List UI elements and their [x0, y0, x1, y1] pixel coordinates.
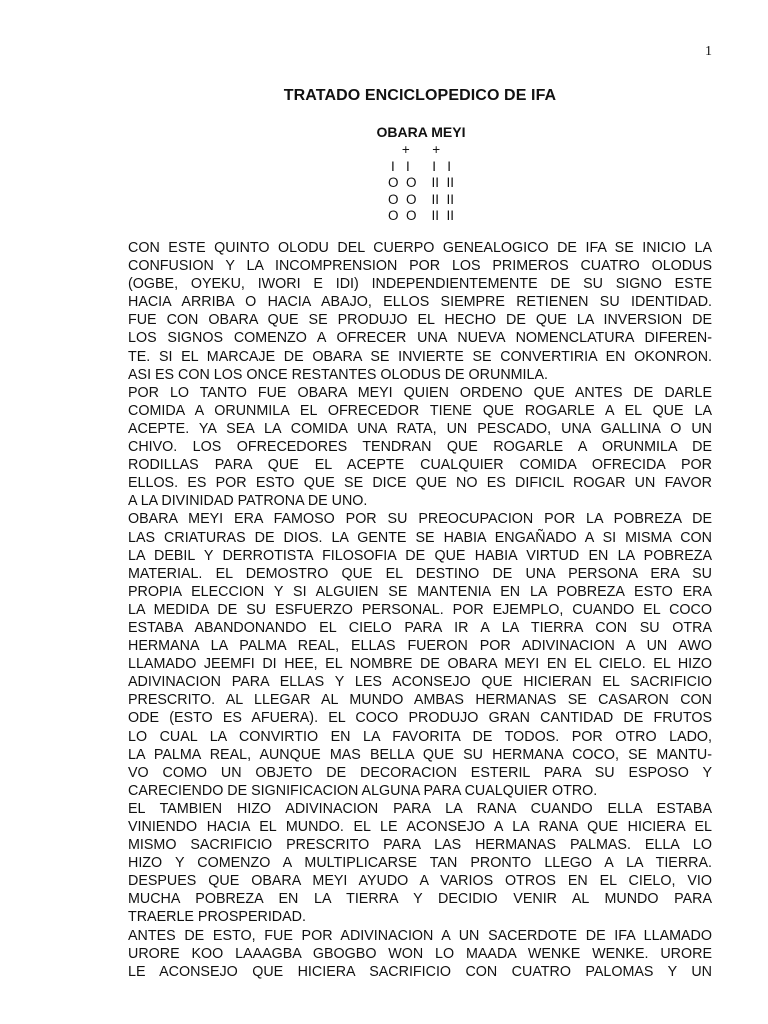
text-line: DESPUES QUE OBARA MEYI AYUDO A VARIOS OTROS EN EL CIELO, VIO	[128, 873, 712, 890]
sign-name: OBARA MEYI	[376, 124, 466, 140]
text-line: FUE CON OBARA QUE SE PRODUJO EL HECHO DE QUE LA INVERSION DE	[128, 312, 712, 329]
sign-row: O O II II	[387, 208, 454, 224]
text-line: MATERIAL. EL DEMOSTRO QUE EL DESTINO DE UNA PERSONA ERA SU	[128, 565, 712, 582]
text-line: HERMANA LA PALMA REAL, ELLAS FUERON POR ADIVINACION A UN AWO	[128, 638, 712, 655]
text-line: ASI ES CON LOS ONCE RESTANTES OLODUS DE ORUNMILA.	[128, 366, 548, 383]
text-line: LOS SIGNOS COMENZO A OFRECER UNA NUEVA NOMENCLATURA DIFEREN-	[128, 330, 712, 347]
text-line: VINIENDO HACIA EL MUNDO. EL LE ACONSEJO A LA RANA QUE HICIERA EL	[128, 819, 712, 835]
text-line: ADIVINACION PARA ELLAS Y LES ACONSEJO QUE HICIERAN EL SACRIFICIO	[128, 674, 712, 691]
text-line: CHIVO. LOS OFRECEDORES TENDRAN QUE ROGARLE A ORUNMILA DE	[128, 439, 712, 456]
text-line: MUCHA POBREZA EN LA TIERRA Y DECIDIO VENIR AL MUNDO PARA	[128, 891, 712, 908]
odu-sign-block	[321, 122, 521, 225]
text-line: RODILLAS PARA QUE EL ACEPTE CUALQUIER COMIDA OFRECIDA POR	[128, 457, 712, 474]
text-line: CARECIENDO DE SIGNIFICACION ALGUNA PARA CUALQUIER OTRO.	[128, 782, 598, 799]
text-line: PROPIA ELECCION Y SI ALGUIEN SE MANTENIA EN LA POBREZA ESTO ERA	[128, 583, 712, 600]
text-line: LAS CRIATURAS DE DIOS. LA GENTE SE HABIA ENGAÑADO A SI MISMA CON	[128, 529, 712, 546]
text-line: MISMO SACRIFICIO PRESCRITO PARA LAS HERMANAS PALMAS. ELLA LO	[128, 837, 712, 854]
text-line: ANTES DE ESTO, FUE POR ADIVINACION A UN SACERDOTE DE IFA LLAMADO	[128, 927, 712, 944]
text-line: CONFUSION Y LA INCOMPRENSION POR LOS PRIMEROS CUATRO OLODUS	[128, 258, 712, 275]
sign-marks	[321, 142, 521, 225]
text-line: LA PALMA REAL, AUNQUE MAS BELLA QUE SU HERMANA COCO, SE MANTU-	[128, 746, 712, 763]
document-title: TRATADO ENCICLOPEDICO DE IFA	[283, 87, 557, 104]
text-line: A LA DIVINIDAD PATRONA DE UNO.	[128, 493, 368, 510]
text-line: LE ACONSEJO QUE HICIERA SACRIFICIO CON CUATRO PALOMAS Y UN	[128, 963, 712, 980]
sign-row: O O II II	[387, 175, 454, 191]
text-line: ACEPTE. YA SEA LA COMIDA UNA RATA, UN PESCADO, UNA GALLINA O UN	[128, 420, 712, 437]
text-line: ODE (ESTO ES AFUERA). EL COCO PRODUJO GRAN CANTIDAD DE FRUTOS	[128, 710, 712, 727]
text-line: EL TAMBIEN HIZO ADIVINACION PARA LA RANA CUANDO ELLA ESTABA	[128, 800, 712, 817]
text-line: ELLOS. ES POR ESTO QUE SE DICE QUE NO ES DIFICIL ROGAR UN FAVOR	[128, 475, 712, 492]
text-line: TE. SI EL MARCAJE DE OBARA SE INVIERTE SE CONVERTIRIA EN OKONRON.	[128, 348, 712, 365]
sign-row: O O II II	[387, 191, 454, 207]
text-line: HACIA ARRIBA O HACIA ABAJO, ELLOS SIEMPRE RETIENEN SU IDENTIDAD.	[128, 294, 712, 311]
text-line: (OGBE, OYEKU, IWORI E IDI) INDEPENDIENTEMENTE DE SU SIGNO ESTE	[128, 276, 712, 293]
body-text	[128, 239, 712, 981]
sign-row: I I I I	[390, 158, 451, 174]
text-line: ESTABA ABANDONANDO EL CIELO PARA IR A LA TIERRA CON SU OTRA	[128, 619, 712, 636]
text-line: LLAMADO JEEMFI DI HEE, EL NOMBRE DE OBARA MEYI EN EL CIELO. EL HIZO	[128, 656, 712, 673]
text-line: LO CUAL LA CONVIRTIO EN LA FAVORITA DE TODOS. POR OTRO LADO,	[128, 728, 712, 745]
text-line: HIZO Y COMENZO A MULTIPLICARSE TAN PRONTO LLEGO A LA TIERRA.	[128, 855, 712, 872]
page-number: 1	[705, 44, 712, 59]
text-line: OBARA MEYI ERA FAMOSO POR SU PREOCUPACION POR LA POBREZA DE	[128, 511, 712, 528]
text-line: PRESCRITO. AL LLEGAR AL MUNDO AMBAS HERMANAS SE CASARON CON	[128, 692, 712, 709]
text-line: URORE KOO LAAAGBA GBOGBO WON LO MAADA WENKE WENKE. URORE	[128, 945, 712, 962]
sign-row: + +	[401, 142, 441, 157]
text-line: LA MEDIDA DE SU ESFUERZO PERSONAL. POR EJEMPLO, CUANDO EL COCO	[128, 601, 712, 618]
text-line: TRAERLE PROSPERIDAD.	[128, 909, 306, 926]
text-line: VO COMO UN OBJETO DE DECORACION ESTERIL PARA SU ESPOSO Y	[128, 764, 712, 781]
text-line: LA DEBIL Y DERROTISTA FILOSOFIA DE QUE HABIA VIRTUD EN LA POBREZA	[128, 547, 712, 564]
text-line: COMIDA A ORUNMILA EL OFRECEDOR TIENE QUE ROGARLE A EL QUE LA	[128, 402, 712, 419]
text-line: CON ESTE QUINTO OLODU DEL CUERPO GENEALOGICO DE IFA SE INICIO LA	[128, 240, 712, 256]
text-line: POR LO TANTO FUE OBARA MEYI QUIEN ORDENO QUE ANTES DE DARLE	[128, 384, 712, 401]
